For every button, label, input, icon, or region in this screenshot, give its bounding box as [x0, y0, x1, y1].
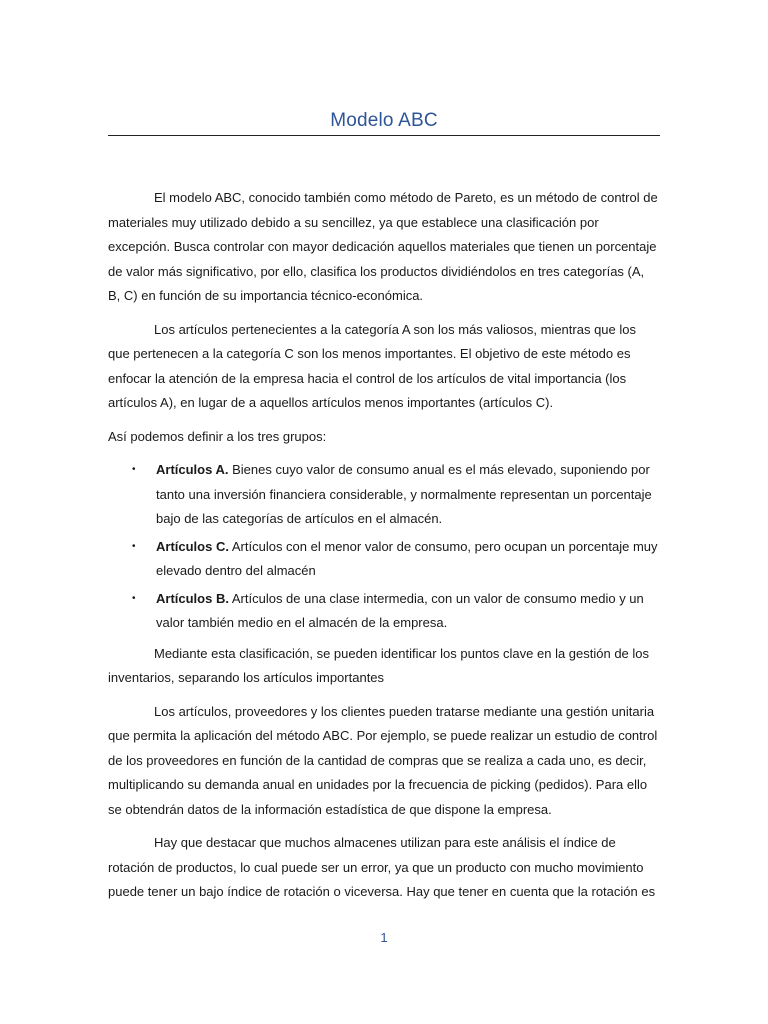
list-item [108, 587, 660, 636]
group-description: Artículos con el menor valor de consumo, pero ocupan un porcentaje muy elevado dentro del almacén [156, 538, 658, 578]
paragraph-suppliers: Los artículos, proveedores y los clientes pueden tratarse mediante una gestión unitaria que permita la aplicación del método ABC. Por ejemplo, se puede realizar un estudio de control de los proveedores en función de la cantidad de compras que se realiza a cada uno, es decir, multiplicando su demanda anual en unidades por la frecuencia de picking (pedidos). Para ello se obtendrán datos de la información estadística de que dispone la empresa. [108, 703, 658, 817]
document-body [108, 186, 660, 914]
paragraph-classification: Mediante esta clasificación, se pueden identificar los puntos clave en la gestión de los inventarios, separando los artículos importantes [108, 645, 650, 685]
list-item [108, 535, 660, 584]
group-term: Artículos A. [156, 462, 229, 477]
bullet-icon: • [132, 464, 136, 475]
paragraph-categories: Los artículos pertenecientes a la categoría A son los más valiosos, mientras que los que pertenecen a la categoría C son los menos importantes. El objetivo de este método es enfocar la atención de la empresa hacia el control de los artículos de vital importancia (los artículos A), en lugar de a aquellos artículos menos importantes (artículos C). [108, 321, 636, 410]
list-item [108, 458, 660, 532]
paragraph-rotation: Hay que destacar que muchos almacenes utilizan para este análisis el índice de rotación de productos, lo cual puede ser un error, ya que un producto con mucho movimiento puede tener un bajo índice de rotación o viceversa. Hay que tener en cuenta que la rotación es [108, 835, 656, 899]
group-description: Bienes cuyo valor de consumo anual es el más elevado, suponiendo por tanto una inversión financiera considerable, y normalmente representan un porcentaje bajo de las categorías de artículos en el almacén. [156, 462, 652, 526]
paragraph-intro: El modelo ABC, conocido también como método de Pareto, es un método de control de materiales muy utilizado debido a su sencillez, ya que establece una clasificación por excepción. Busca controlar con mayor dedicación aquellos materiales que tienen un porcentaje de valor más significativo, por ello, clasifica los productos dividiéndolos en tres categorías (A, B, C) en función de su importancia técnico-económica. [108, 190, 658, 303]
bullet-icon: • [132, 592, 136, 604]
groups-list [108, 458, 660, 636]
page-title: Modelo ABC [330, 110, 438, 131]
title-block [108, 110, 660, 136]
groups-intro: Así podemos definir a los tres grupos: [108, 428, 327, 444]
page-number: 1 [380, 930, 388, 945]
group-description: Artículos de una clase intermedia, con un valor de consumo medio y un valor también medio en el almacén de la empresa. [156, 590, 644, 630]
bullet-icon: • [132, 540, 136, 552]
group-term: Artículos C. [156, 538, 229, 554]
group-term: Artículos B. [156, 590, 229, 606]
